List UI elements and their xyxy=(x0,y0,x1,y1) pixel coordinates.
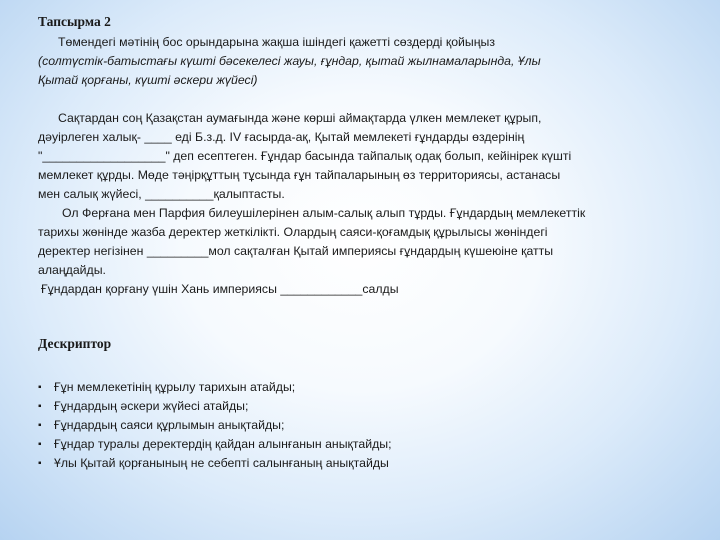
descriptor-item-text: Ғұн мемлекетінің құрылу тарихын атайды; xyxy=(54,380,296,394)
bullet-icon: ▪ xyxy=(38,420,42,431)
paragraph-1-line-4: мемлекет құрды. Мөде тәңірқұттың тұсында ғұн тайпаларының өз территориясы, астанасы xyxy=(38,168,561,182)
paragraph-2-line-2: тарихы жөнінде жазба деректер жеткілікті. Олардың саяси-қоғамдық құрылысы жөніндегі xyxy=(38,225,548,239)
descriptor-item-text: Ғұндар туралы деректердің қайдан алынғанын анықтайды; xyxy=(54,437,392,451)
descriptor-item xyxy=(38,454,688,473)
paragraph-1-line-3: "__________________" деп есептеген. Ғұндар басында тайпалық одақ болып, кейінірек күшті xyxy=(38,149,572,163)
descriptor-title: Дескриптор xyxy=(38,336,112,351)
descriptor-item-text: Ғұндардың әскери жүйесі атайды; xyxy=(54,399,249,413)
descriptor-item xyxy=(38,397,688,416)
spacer xyxy=(38,90,688,109)
slide xyxy=(38,14,688,473)
descriptor-list xyxy=(38,378,688,473)
task-title: Тапсырма 2 xyxy=(38,14,111,29)
paragraph-1-line-1: Сақтардан соң Қазақстан аумағында және көрші аймақтарда үлкен мемлекет құрып, xyxy=(58,111,542,125)
descriptor-item xyxy=(38,435,688,454)
bullet-icon: ▪ xyxy=(38,401,42,412)
paragraph-2-line-1: Ол Ферғана мен Парфия билеушілерінен алым-салық алып тұрды. Ғұндардың мемлекеттік xyxy=(62,206,586,220)
bullet-icon: ▪ xyxy=(38,382,42,393)
paragraph-1-line-5: мен салық жүйесі, __________қалыптасты. xyxy=(38,187,285,201)
paragraph-2-line-3: деректер негізінен _________мол сақталған Қытай империясы ғұндардың күшеюіне қатты xyxy=(38,244,554,258)
hint-line-1: (солтүстік-батыстағы күшті бәсекелесі жауы, ғұндар, қытай жылнамаларында, Ұлы xyxy=(38,54,541,68)
descriptor-item xyxy=(38,416,688,435)
task-instruction: Төмендегі мәтінің бос орындарына жақша ішіндегі қажетті сөздерді қойыңыз xyxy=(58,35,496,49)
paragraph-3-line-1: Ғұндардан қорғану үшін Хань империясы ____________салды xyxy=(41,282,399,296)
descriptor-item xyxy=(38,378,688,397)
hint-line-2: Қытай қорғаны, күшті әскери жүйесі) xyxy=(38,73,258,87)
paragraph-1-line-2: дәуірлеген халық- ____ еді Б.з.д. IV ғасырда-ақ, Қытай мемлекеті ғұндарды өздерінің xyxy=(38,130,525,144)
descriptor-item-text: Ұлы Қытай қорғанының не себепті салынғаның анықтайды xyxy=(54,456,389,470)
paragraph-2-line-4: алаңдайды. xyxy=(38,263,106,277)
descriptor-item-text: Ғұндардың саяси құрлымын анықтайды; xyxy=(54,418,285,432)
bullet-icon: ▪ xyxy=(38,458,42,469)
bullet-icon: ▪ xyxy=(38,439,42,450)
